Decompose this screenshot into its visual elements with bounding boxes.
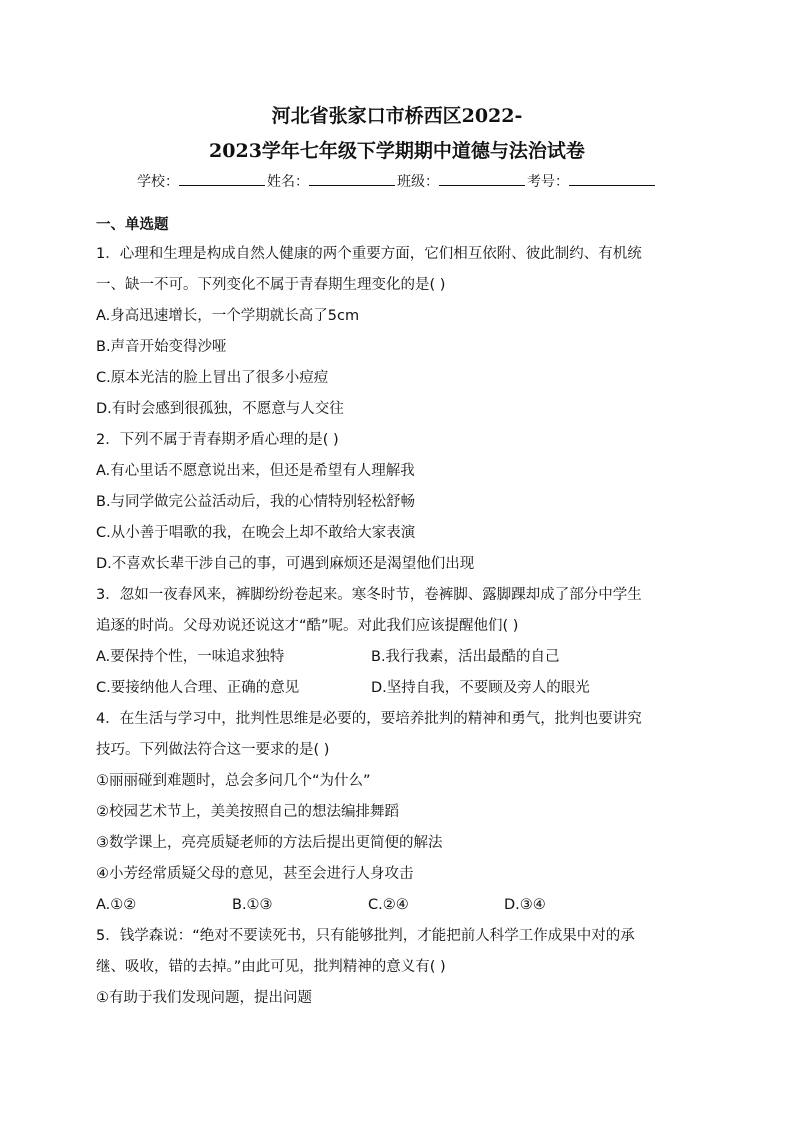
question-2 <box>96 425 702 580</box>
option-c[interactable]: C.②④ <box>368 897 409 913</box>
class-label: 班级： <box>397 174 439 190</box>
option-b[interactable]: B.与同学做完公益活动后，我的心情特别轻松舒畅 <box>96 494 416 510</box>
option-d[interactable]: D.有时会感到很孤独，不愿意与人交往 <box>96 401 344 417</box>
question-4 <box>96 704 702 921</box>
school-field <box>137 170 267 193</box>
student-info-row <box>0 170 794 193</box>
option-row <box>96 890 702 921</box>
class-blank[interactable] <box>439 170 525 186</box>
option-b[interactable]: B.声音开始变得沙哑 <box>96 339 227 355</box>
option-c[interactable]: C.原本光洁的脸上冒出了很多小痘痘 <box>96 370 329 386</box>
question-stem: 5．钱学森说：“绝对不要读死书，只有能够批判，才能把前人科学工作成果中对的承 <box>96 928 635 944</box>
option-a[interactable]: A.①② <box>96 897 137 913</box>
question-stem: 2．下列不属于青春期矛盾心理的是( ) <box>96 432 339 448</box>
exam-content <box>96 211 702 1014</box>
question-stem: 3．忽如一夜春风来，裤脚纷纷卷起来。寒冬时节，卷裤脚、露脚踝却成了部分中学生 <box>96 587 642 603</box>
name-field <box>267 170 397 193</box>
section-title: 一、单选题 <box>96 217 169 233</box>
statement-item: ①丽丽碰到难题时，总会多问几个“为什么” <box>96 773 371 789</box>
question-stem: 一、缺一不可。下列变化不属于青春期生理变化的是( ) <box>96 277 446 293</box>
question-3 <box>96 580 702 704</box>
option-a[interactable]: A.有心里话不愿意说出来，但还是希望有人理解我 <box>96 463 415 479</box>
option-d[interactable]: D.坚持自我，不要顾及旁人的眼光 <box>371 680 590 696</box>
exam-number-blank[interactable] <box>569 170 655 186</box>
exam-number-field <box>527 170 657 193</box>
name-label: 姓名： <box>267 174 309 190</box>
option-c[interactable]: C.从小善于唱歌的我，在晚会上却不敢给大家表演 <box>96 525 416 541</box>
option-d[interactable]: D.不喜欢长辈干涉自己的事，可遇到麻烦还是渴望他们出现 <box>96 556 475 572</box>
question-stem: 4．在生活与学习中，批判性思维是必要的，要培养批判的精神和勇气，批判也要讲究 <box>96 711 642 727</box>
option-a[interactable]: A.身高迅速增长，一个学期就长高了5cm <box>96 308 360 324</box>
option-row <box>96 642 702 673</box>
option-a[interactable]: A.要保持个性，一味追求独特 <box>96 649 285 665</box>
question-stem: 1．心理和生理是构成自然人健康的两个重要方面，它们相互依附、彼此制约、有机统 <box>96 246 642 262</box>
statement-item: ③数学课上，亮亮质疑老师的方法后提出更简便的解法 <box>96 835 443 851</box>
school-blank[interactable] <box>179 170 265 186</box>
question-5 <box>96 921 702 1014</box>
question-1 <box>96 239 702 425</box>
exam-number-label: 考号： <box>527 174 569 190</box>
option-row <box>96 673 702 704</box>
class-field <box>397 170 527 193</box>
exam-title-line1: 河北省张家口市桥西区2022- <box>271 105 523 127</box>
statement-item: ④小芳经常质疑父母的意见，甚至会进行人身攻击 <box>96 866 414 882</box>
question-stem: 技巧。下列做法符合这一要求的是( ) <box>96 742 330 758</box>
option-c[interactable]: C.要接纳他人合理、正确的意见 <box>96 680 300 696</box>
exam-title-line2: 2023学年七年级下学期期中道德与法治试卷 <box>209 140 585 162</box>
question-stem: 追逐的时尚。父母劝说还说这才“酷”呢。对此我们应该提醒他们( ) <box>96 618 519 634</box>
question-stem: 继、吸收，错的去掉。”由此可见，批判精神的意义有( ) <box>96 959 446 975</box>
name-blank[interactable] <box>309 170 395 186</box>
statement-item: ①有助于我们发现问题，提出问题 <box>96 990 312 1006</box>
school-label: 学校： <box>137 174 179 190</box>
option-d[interactable]: D.③④ <box>504 897 546 913</box>
statement-item: ②校园艺术节上，美美按照自己的想法编排舞蹈 <box>96 804 399 820</box>
option-b[interactable]: B.我行我素，活出最酷的自己 <box>371 649 560 665</box>
option-b[interactable]: B.①③ <box>232 897 273 913</box>
